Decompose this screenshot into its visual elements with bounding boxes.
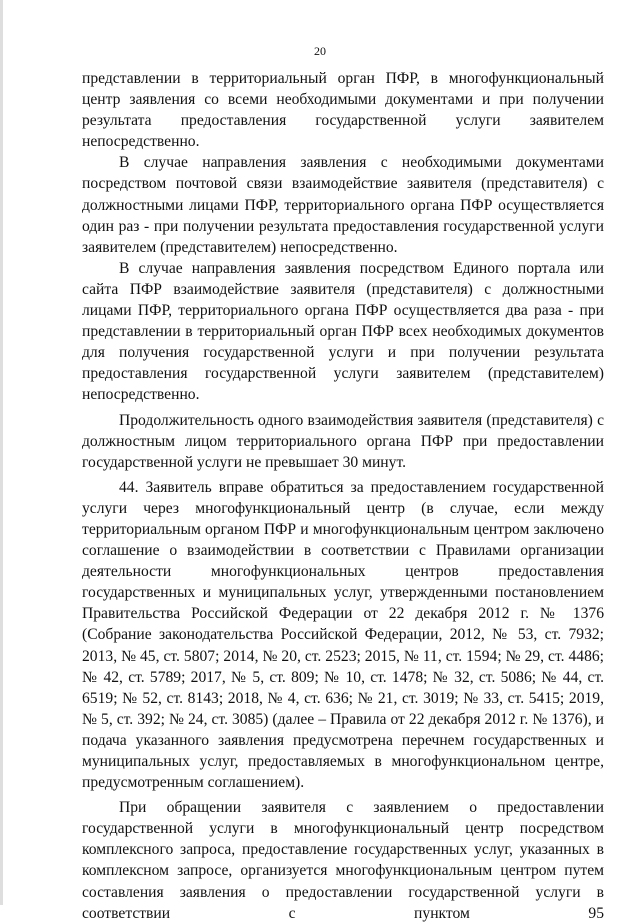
paragraph-complex-request: При обращении заявителя с заявлением о предоставлении государственной услуги в многофункциональный центр посредством комплексного запроса, предоставление государственных услуг, указанных в комплексном запросе, организуется многофункциональным центром путем составления заявления о предоставлении государственной услуги в соответствии с пунктом 95	[82, 799, 604, 922]
paragraph-continuation: представлении в территориальный орган ПФР, в многофункциональный центр заявления со всеми необходимыми документами и при получении результата предоставления государственной услуги заявителем непосредственно.	[82, 70, 604, 151]
scan-edge	[0, 0, 3, 905]
document-body	[82, 68, 604, 924]
paragraph-duration: Продолжительность одного взаимодействия заявителя (представителя) с должностным лицом территориального органа ПФР при предоставлении государственной услуги не превышает 30 минут.	[82, 411, 604, 471]
paragraph-item-44: 44. Заявитель вправе обратиться за предоставлением государственной услуги через многофункциональный центр (в случае, если между территориальным органом ПФР и многофункциональным центром заключено соглашение о взаимодействии в соответствии с Правилами организации деятельности многофункциональных центров предоставления государственных и муниципальных услуг, утвержденными постановлением Правительства Российской Федерации от 22 декабря 2012 г. № 1376 (Собрание законодательства Российской Федерации, 2012, № 53, ст. 7932; 2013, № 45, ст. 5807; 2014, № 20, ст. 2523; 2015, № 11, ст. 1594; № 29, ст. 4486; № 42, ст. 5789; 2017, № 5, ст. 809; № 10, ст. 1478; № 32, ст. 5086; № 44, ст. 6519; № 52, ст. 8143; 2018, № 4, ст. 636; № 21, ст. 3019; № 33, ст. 5415; 2019, № 5, ст. 392; № 24, ст. 3085) (далее – Правила от 22 декабря 2012 г. № 1376), и подача указанного заявления предусмотрена перечнем государственных и муниципальных услуг, предоставляемых в многофункциональном центре, предусмотренным соглашением).	[82, 478, 604, 792]
paragraph-postal: В случае направления заявления с необходимыми документами посредством почтовой связи взаимодействие заявителя (представителя) с должностными лицами ПФР, территориального органа ПФР осуществляется один раз - при получении результата предоставления государственной услуги заявителем (представителем) непосредственно.	[82, 154, 604, 256]
paragraph-portal: В случае направления заявления посредством Единого портала или сайта ПФР взаимодействие заявителя (представителя) с должностными лицами ПФР, территориального органа ПФР осуществляется два раза - при представлении в территориальный орган ПФР всех необходимых документов для получения государственной услуги и при получении результата предоставления государственной услуги заявителем (представителем) непосредственно.	[82, 259, 604, 404]
page-number: 20	[314, 44, 326, 58]
